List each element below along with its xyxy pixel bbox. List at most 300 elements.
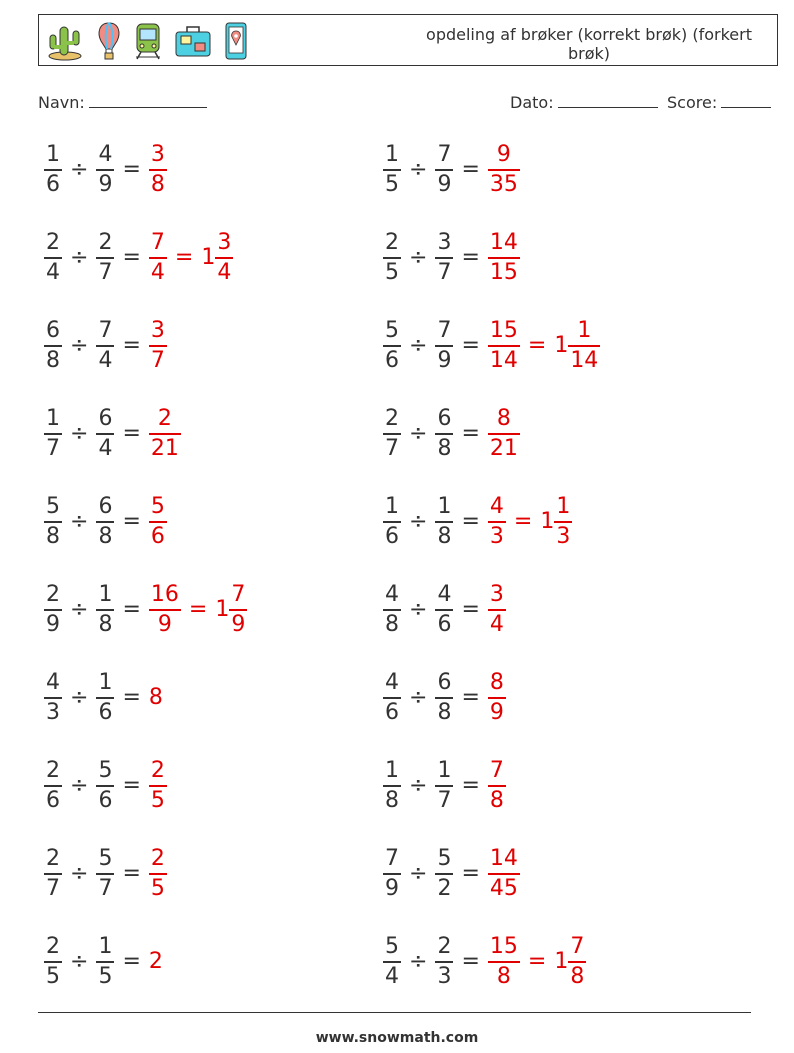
answer-fraction <box>488 933 520 991</box>
mixed-fraction-numerator: 7 <box>231 582 246 608</box>
divisor-fraction <box>96 405 114 463</box>
problem <box>383 844 723 932</box>
answer-fraction <box>488 581 506 639</box>
divisor-fraction-denominator: 8 <box>98 523 113 549</box>
divisor-fraction <box>96 141 114 199</box>
date-field <box>510 92 658 112</box>
dividend-fraction-numerator: 6 <box>46 318 60 344</box>
dividend-fraction <box>44 405 62 463</box>
divide-sign: ÷ <box>409 685 428 710</box>
answer-fraction-numerator: 3 <box>489 582 504 608</box>
divide-sign: ÷ <box>409 949 428 974</box>
problem-row <box>383 404 520 464</box>
divide-sign: ÷ <box>70 597 89 622</box>
divisor-fraction-denominator: 4 <box>98 435 113 461</box>
equals-sign: = <box>122 421 141 446</box>
dividend-fraction-numerator: 2 <box>46 230 60 256</box>
equals-sign: = <box>122 773 141 798</box>
dividend-fraction-denominator: 7 <box>385 435 399 461</box>
equals-sign: = <box>122 509 141 534</box>
dividend-fraction <box>44 581 62 639</box>
dividend-fraction-denominator: 5 <box>46 963 60 989</box>
dividend-fraction <box>44 141 62 199</box>
dividend-fraction-denominator: 3 <box>46 699 60 725</box>
divisor-fraction-numerator: 1 <box>437 758 452 784</box>
dividend-fraction-numerator: 2 <box>46 582 60 608</box>
divisor-fraction <box>96 845 114 903</box>
problem-row <box>44 316 167 376</box>
dividend-fraction-numerator: 2 <box>46 934 60 960</box>
problem-row <box>44 140 167 200</box>
problem-row <box>44 492 167 552</box>
answer-fraction-denominator: 35 <box>489 171 518 197</box>
problem-row <box>383 140 520 200</box>
answer-fraction-numerator: 7 <box>489 758 504 784</box>
problem-row <box>383 844 520 904</box>
divide-sign: ÷ <box>409 245 428 270</box>
divide-sign: ÷ <box>70 685 89 710</box>
equals-sign: = <box>461 509 480 534</box>
dividend-fraction-numerator: 5 <box>385 318 399 344</box>
equals-sign: = <box>461 245 480 270</box>
answer-fraction <box>149 317 167 375</box>
dividend-fraction <box>383 933 401 991</box>
answer-fraction <box>488 141 520 199</box>
divisor-fraction-denominator: 4 <box>98 347 113 373</box>
dividend-fraction <box>383 229 401 287</box>
answer-fraction <box>488 669 506 727</box>
answer-fraction <box>149 141 167 199</box>
problem-row <box>44 844 167 904</box>
answer-equals-sign: = <box>188 597 208 622</box>
answer-fraction-denominator: 4 <box>150 259 165 285</box>
divide-sign: ÷ <box>409 597 428 622</box>
problem <box>44 404 384 492</box>
divisor-fraction-numerator: 6 <box>437 406 452 432</box>
divisor-fraction <box>435 845 453 903</box>
dividend-fraction <box>44 493 62 551</box>
name-label: Navn: <box>38 93 85 112</box>
dividend-fraction <box>383 141 401 199</box>
dividend-fraction-numerator: 5 <box>385 934 399 960</box>
dividend-fraction <box>383 493 401 551</box>
divisor-fraction <box>96 933 114 991</box>
answer-whole: 8 <box>148 685 163 710</box>
answer-fraction-numerator: 9 <box>496 142 511 168</box>
answer-fraction-denominator: 9 <box>157 611 172 637</box>
divisor-fraction-denominator: 7 <box>98 259 113 285</box>
name-blank[interactable] <box>89 92 207 108</box>
dividend-fraction <box>383 757 401 815</box>
answer-fraction-numerator: 16 <box>150 582 179 608</box>
dividend-fraction-numerator: 4 <box>385 582 399 608</box>
answer-fraction <box>149 493 167 551</box>
problem-row <box>44 668 163 728</box>
mixed-fraction-denominator: 9 <box>231 611 246 637</box>
dividend-fraction <box>44 845 62 903</box>
divisor-fraction-denominator: 8 <box>98 611 113 637</box>
divisor-fraction-denominator: 6 <box>98 787 113 813</box>
answer-fraction-numerator: 8 <box>496 406 511 432</box>
divide-sign: ÷ <box>409 421 428 446</box>
divisor-fraction-denominator: 3 <box>437 963 452 989</box>
equals-sign: = <box>461 333 480 358</box>
mixed-fraction-denominator: 3 <box>556 523 571 549</box>
dividend-fraction-denominator: 9 <box>385 875 399 901</box>
dividend-fraction-numerator: 1 <box>46 142 60 168</box>
date-label: Dato: <box>510 93 554 112</box>
page-title: opdeling af brøker (korrekt brøk) (forkert brøk) <box>426 25 752 63</box>
answer-fraction <box>488 405 520 463</box>
divisor-fraction-numerator: 4 <box>98 142 113 168</box>
dividend-fraction-numerator: 2 <box>46 758 60 784</box>
divisor-fraction <box>435 229 453 287</box>
answer-fraction-numerator: 14 <box>489 846 518 872</box>
answer-fraction <box>488 845 520 903</box>
divisor-fraction <box>435 933 453 991</box>
dividend-fraction-numerator: 5 <box>46 494 60 520</box>
dividend-fraction-numerator: 1 <box>46 406 60 432</box>
dividend-fraction-denominator: 9 <box>46 611 60 637</box>
divisor-fraction-denominator: 7 <box>437 787 452 813</box>
answer-whole: 2 <box>148 949 163 974</box>
equals-sign: = <box>122 245 141 270</box>
divisor-fraction-numerator: 2 <box>98 230 113 256</box>
mixed-fraction-denominator: 4 <box>217 259 232 285</box>
equals-sign: = <box>461 421 480 446</box>
problem <box>383 316 723 404</box>
mixed-whole: 1 <box>201 245 216 270</box>
problem-row <box>44 756 167 816</box>
divisor-fraction <box>96 493 114 551</box>
dividend-fraction-numerator: 2 <box>46 846 60 872</box>
problems-left-column <box>44 140 384 1020</box>
divisor-fraction <box>435 669 453 727</box>
problem <box>44 140 384 228</box>
divisor-fraction-numerator: 6 <box>437 670 452 696</box>
mixed-fraction <box>229 581 247 639</box>
answer-fraction-numerator: 2 <box>150 758 165 784</box>
divisor-fraction <box>435 141 453 199</box>
dividend-fraction <box>44 669 62 727</box>
answer-fraction-numerator: 8 <box>489 670 504 696</box>
divide-sign: ÷ <box>70 245 89 270</box>
problem-row <box>44 228 233 288</box>
answer-fraction-numerator: 7 <box>150 230 165 256</box>
footer-divider <box>38 1012 751 1013</box>
divisor-fraction-denominator: 8 <box>437 435 452 461</box>
name-field <box>38 92 207 112</box>
cactus-icon <box>45 21 85 61</box>
dividend-fraction-denominator: 6 <box>46 787 60 813</box>
answer-fraction-numerator: 2 <box>157 406 172 432</box>
dividend-fraction-denominator: 7 <box>46 435 60 461</box>
dividend-fraction-numerator: 1 <box>385 142 399 168</box>
dividend-fraction-denominator: 8 <box>385 611 399 637</box>
dividend-fraction-numerator: 4 <box>385 670 399 696</box>
equals-sign: = <box>461 685 480 710</box>
answer-fraction-denominator: 3 <box>489 523 504 549</box>
divisor-fraction-numerator: 5 <box>98 846 113 872</box>
problem <box>44 228 384 316</box>
equals-sign: = <box>122 157 141 182</box>
divisor-fraction-denominator: 8 <box>437 699 452 725</box>
divide-sign: ÷ <box>70 157 89 182</box>
answer-fraction-denominator: 8 <box>496 963 511 989</box>
divide-sign: ÷ <box>409 157 428 182</box>
mixed-fraction <box>554 493 572 551</box>
dividend-fraction <box>383 845 401 903</box>
problem <box>44 316 384 404</box>
mixed-fraction <box>215 229 233 287</box>
mixed-whole: 1 <box>554 949 569 974</box>
dividend-fraction <box>383 317 401 375</box>
divisor-fraction <box>435 317 453 375</box>
divisor-fraction-numerator: 1 <box>98 934 113 960</box>
equals-sign: = <box>122 597 141 622</box>
answer-fraction-denominator: 21 <box>150 435 179 461</box>
answer-fraction <box>488 229 520 287</box>
answer-equals-sign: = <box>174 245 194 270</box>
dividend-fraction-numerator: 7 <box>385 846 399 872</box>
suitcase-icon <box>173 21 213 61</box>
problem <box>44 844 384 932</box>
answer-fraction <box>488 757 506 815</box>
divide-sign: ÷ <box>70 773 89 798</box>
score-blank[interactable] <box>721 92 771 108</box>
problem <box>44 932 384 1020</box>
answer-fraction-denominator: 15 <box>489 259 518 285</box>
dividend-fraction-denominator: 8 <box>46 523 60 549</box>
dividend-fraction <box>44 229 62 287</box>
divisor-fraction-numerator: 5 <box>98 758 113 784</box>
problem <box>44 756 384 844</box>
problem <box>44 668 384 756</box>
equals-sign: = <box>461 157 480 182</box>
phone-location-icon <box>223 21 249 61</box>
dividend-fraction-denominator: 6 <box>385 347 399 373</box>
divisor-fraction-numerator: 1 <box>437 494 452 520</box>
problems-right-column <box>383 140 723 1020</box>
problem-row <box>383 580 506 640</box>
equals-sign: = <box>122 861 141 886</box>
divide-sign: ÷ <box>70 861 89 886</box>
answer-equals-sign: = <box>527 333 547 358</box>
divisor-fraction-denominator: 9 <box>98 171 113 197</box>
answer-fraction-numerator: 5 <box>150 494 165 520</box>
divisor-fraction-denominator: 7 <box>437 259 452 285</box>
answer-fraction <box>488 317 520 375</box>
dividend-fraction <box>383 581 401 639</box>
divisor-fraction-numerator: 1 <box>98 670 113 696</box>
answer-fraction-denominator: 4 <box>489 611 504 637</box>
problem-row <box>44 580 247 640</box>
answer-fraction <box>149 229 167 287</box>
answer-fraction-denominator: 8 <box>150 171 165 197</box>
mixed-fraction-numerator: 1 <box>556 494 571 520</box>
problem <box>44 492 384 580</box>
problem <box>383 404 723 492</box>
problem-row <box>383 492 572 552</box>
answer-fraction-numerator: 3 <box>150 142 165 168</box>
problem-row <box>44 404 181 464</box>
divisor-fraction-denominator: 9 <box>437 347 452 373</box>
dividend-fraction-numerator: 2 <box>385 406 399 432</box>
divisor-fraction <box>435 757 453 815</box>
divisor-fraction-numerator: 7 <box>437 142 452 168</box>
divisor-fraction-denominator: 5 <box>98 963 113 989</box>
divide-sign: ÷ <box>409 861 428 886</box>
divisor-fraction <box>435 493 453 551</box>
problem-row <box>383 932 586 992</box>
answer-fraction-numerator: 3 <box>150 318 165 344</box>
mixed-fraction-numerator: 1 <box>577 318 592 344</box>
header-box <box>38 14 778 66</box>
divisor-fraction-denominator: 9 <box>437 171 452 197</box>
mixed-whole: 1 <box>554 333 569 358</box>
answer-fraction-denominator: 21 <box>489 435 518 461</box>
dividend-fraction-denominator: 6 <box>385 699 399 725</box>
divisor-fraction <box>435 581 453 639</box>
divide-sign: ÷ <box>70 949 89 974</box>
answer-fraction-denominator: 6 <box>150 523 165 549</box>
divisor-fraction <box>96 317 114 375</box>
problem <box>383 228 723 316</box>
problem-row <box>44 932 163 992</box>
train-icon <box>133 21 163 61</box>
divisor-fraction <box>435 405 453 463</box>
problem <box>383 140 723 228</box>
answer-fraction-numerator: 15 <box>489 318 518 344</box>
answer-fraction-denominator: 7 <box>150 347 165 373</box>
equals-sign: = <box>122 685 141 710</box>
dividend-fraction <box>383 405 401 463</box>
dividend-fraction <box>383 669 401 727</box>
answer-fraction <box>488 493 506 551</box>
dividend-fraction-denominator: 6 <box>46 171 60 197</box>
problem-row <box>383 668 506 728</box>
problem-row <box>383 316 600 376</box>
answer-fraction-denominator: 8 <box>489 787 504 813</box>
problem-row <box>383 756 506 816</box>
divisor-fraction-numerator: 7 <box>437 318 452 344</box>
answer-fraction-numerator: 15 <box>489 934 518 960</box>
date-blank[interactable] <box>558 92 658 108</box>
mixed-fraction <box>568 317 600 375</box>
score-field <box>667 92 771 112</box>
answer-fraction-denominator: 45 <box>489 875 518 901</box>
dividend-fraction-denominator: 8 <box>46 347 60 373</box>
divide-sign: ÷ <box>70 333 89 358</box>
dividend-fraction-denominator: 7 <box>46 875 60 901</box>
dividend-fraction-denominator: 6 <box>385 523 399 549</box>
answer-fraction-denominator: 9 <box>489 699 504 725</box>
divisor-fraction <box>96 581 114 639</box>
divisor-fraction-numerator: 6 <box>98 406 113 432</box>
dividend-fraction-denominator: 4 <box>46 259 60 285</box>
divisor-fraction-denominator: 8 <box>437 523 452 549</box>
mixed-fraction-denominator: 8 <box>570 963 585 989</box>
equals-sign: = <box>461 597 480 622</box>
equals-sign: = <box>122 333 141 358</box>
mixed-fraction-numerator: 3 <box>217 230 232 256</box>
dividend-fraction-denominator: 5 <box>385 171 399 197</box>
answer-fraction-denominator: 5 <box>150 875 165 901</box>
dividend-fraction-numerator: 1 <box>385 758 399 784</box>
dividend-fraction <box>44 757 62 815</box>
problem <box>44 580 384 668</box>
mixed-fraction-denominator: 14 <box>570 347 599 373</box>
divisor-fraction-denominator: 6 <box>437 611 452 637</box>
equals-sign: = <box>461 949 480 974</box>
equals-sign: = <box>122 949 141 974</box>
divisor-fraction-numerator: 6 <box>98 494 113 520</box>
divide-sign: ÷ <box>409 773 428 798</box>
divisor-fraction-denominator: 7 <box>98 875 113 901</box>
divisor-fraction-numerator: 2 <box>437 934 452 960</box>
dividend-fraction <box>44 317 62 375</box>
problem <box>383 756 723 844</box>
divisor-fraction-numerator: 5 <box>437 846 452 872</box>
divisor-fraction-numerator: 1 <box>98 582 113 608</box>
mixed-fraction-numerator: 7 <box>570 934 585 960</box>
answer-fraction-numerator: 14 <box>489 230 518 256</box>
equals-sign: = <box>461 773 480 798</box>
icon-strip <box>45 19 249 63</box>
dividend-fraction-numerator: 4 <box>46 670 60 696</box>
answer-fraction <box>149 581 181 639</box>
footer-url: www.snowmath.com <box>315 1030 479 1046</box>
divide-sign: ÷ <box>70 421 89 446</box>
mixed-whole: 1 <box>215 597 230 622</box>
divisor-fraction <box>96 757 114 815</box>
dividend-fraction <box>44 933 62 991</box>
answer-fraction <box>149 405 181 463</box>
answer-fraction <box>149 757 167 815</box>
divide-sign: ÷ <box>409 333 428 358</box>
dividend-fraction-numerator: 2 <box>385 230 399 256</box>
divisor-fraction-numerator: 4 <box>437 582 452 608</box>
answer-fraction-numerator: 2 <box>150 846 165 872</box>
divide-sign: ÷ <box>70 509 89 534</box>
hot-air-balloon-icon <box>95 21 123 61</box>
divisor-fraction <box>96 229 114 287</box>
divisor-fraction-denominator: 6 <box>98 699 113 725</box>
divisor-fraction-denominator: 2 <box>437 875 452 901</box>
dividend-fraction-denominator: 5 <box>385 259 399 285</box>
answer-fraction-numerator: 4 <box>489 494 504 520</box>
problem <box>383 580 723 668</box>
equals-sign: = <box>461 861 480 886</box>
mixed-fraction <box>568 933 586 991</box>
answer-equals-sign: = <box>527 949 547 974</box>
answer-equals-sign: = <box>513 509 533 534</box>
score-label: Score: <box>667 93 718 112</box>
problem <box>383 932 723 1020</box>
divisor-fraction-numerator: 3 <box>437 230 452 256</box>
problem <box>383 668 723 756</box>
problem-row <box>383 228 520 288</box>
mixed-whole: 1 <box>540 509 555 534</box>
answer-fraction-denominator: 5 <box>150 787 165 813</box>
dividend-fraction-denominator: 8 <box>385 787 399 813</box>
dividend-fraction-numerator: 1 <box>385 494 399 520</box>
answer-fraction-denominator: 14 <box>489 347 518 373</box>
problem <box>383 492 723 580</box>
divide-sign: ÷ <box>409 509 428 534</box>
divisor-fraction <box>96 669 114 727</box>
divisor-fraction-numerator: 7 <box>98 318 113 344</box>
